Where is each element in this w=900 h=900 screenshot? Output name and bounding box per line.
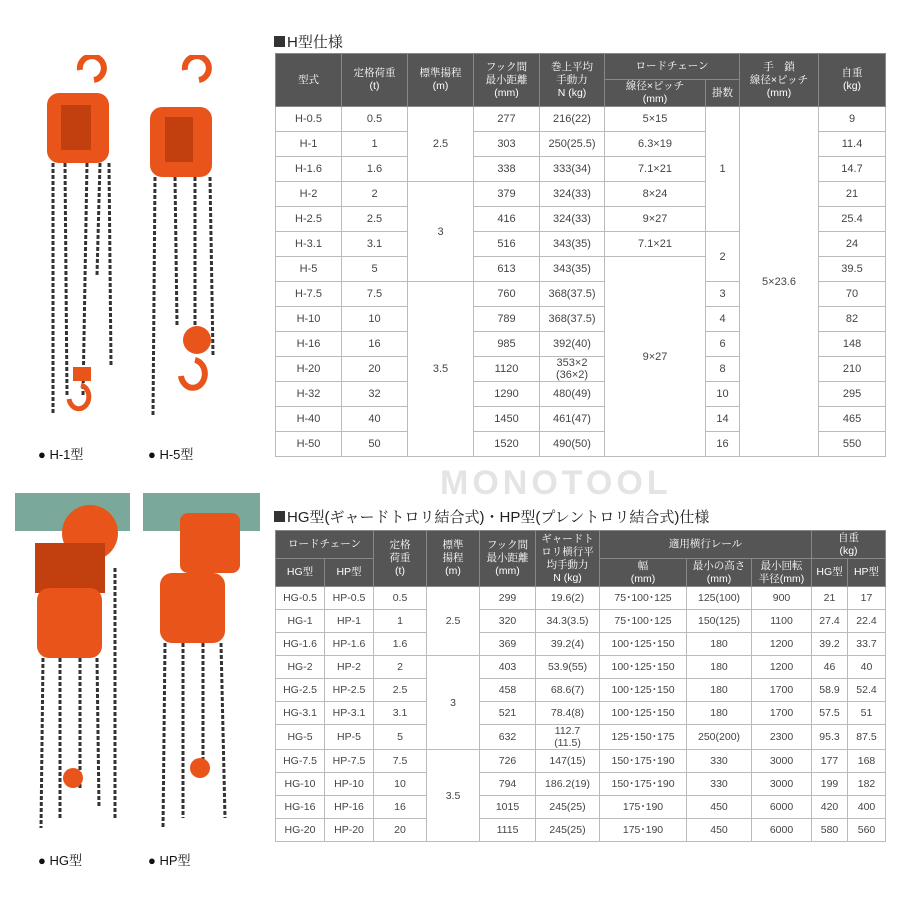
- table-cell: 303: [474, 132, 540, 157]
- table-cell: 560: [848, 819, 886, 842]
- table-cell: 182: [848, 773, 886, 796]
- table-cell: 632: [480, 725, 536, 750]
- h-spec-title-text: H型仕様: [287, 34, 343, 51]
- table-cell: 250(200): [687, 725, 752, 750]
- table-cell: 9×27: [605, 207, 706, 232]
- table-cell: 1: [374, 610, 427, 633]
- table-cell: 10: [374, 773, 427, 796]
- table-row: [276, 107, 886, 132]
- th-weight: 自重 (kg): [819, 54, 886, 107]
- table-cell: 22.4: [848, 610, 886, 633]
- table-cell: 57.5: [812, 702, 848, 725]
- table-cell: 25.4: [819, 207, 886, 232]
- table-cell: 2300: [752, 725, 812, 750]
- h-spec-table: [275, 53, 886, 457]
- table-cell: HP-20: [325, 819, 374, 842]
- table-cell: H-1.6: [276, 157, 342, 182]
- table-cell: 343(35): [540, 232, 605, 257]
- table-cell: 14: [706, 407, 740, 432]
- table-cell: 6.3×19: [605, 132, 706, 157]
- table-cell: HP-2.5: [325, 679, 374, 702]
- table-cell: HP-3.1: [325, 702, 374, 725]
- th-force: 巻上平均 手動力 N (kg): [540, 54, 605, 107]
- watermark: MONOTOOL: [440, 464, 672, 502]
- table-cell: 4: [706, 307, 740, 332]
- table-cell: 9: [819, 107, 886, 132]
- table-cell: 16: [342, 332, 408, 357]
- table-cell: 458: [480, 679, 536, 702]
- table-cell: HP-1.6: [325, 633, 374, 656]
- table-cell: 613: [474, 257, 540, 282]
- hg-hoist-icon: [15, 493, 130, 828]
- table-cell: 1: [706, 107, 740, 232]
- table-cell: 70: [819, 282, 886, 307]
- hg-hp-spec-title-text: HG型(ギャードトロリ結合式)・HP型(プレントロリ結合式)仕様: [287, 509, 710, 526]
- table-cell: 320: [480, 610, 536, 633]
- table-cell: 180: [687, 633, 752, 656]
- th-hg: HG型: [276, 559, 325, 587]
- table-cell: 368(37.5): [540, 282, 605, 307]
- table-cell: 39.5: [819, 257, 886, 282]
- table-cell: 333(34): [540, 157, 605, 182]
- table-cell: 5: [342, 257, 408, 282]
- table-cell: 1.6: [342, 157, 408, 182]
- table-cell: 52.4: [848, 679, 886, 702]
- table-cell: 51: [848, 702, 886, 725]
- table-cell: HG-0.5: [276, 587, 325, 610]
- th-weight-hg: HG型: [812, 559, 848, 587]
- table-cell: 245(25): [536, 796, 600, 819]
- th-width: 幅 (mm): [600, 559, 687, 587]
- table-cell: 368(37.5): [540, 307, 605, 332]
- table-cell: HG-2: [276, 656, 325, 679]
- table-cell: 7.1×21: [605, 232, 706, 257]
- table-cell: 78.4(8): [536, 702, 600, 725]
- table-cell: 87.5: [848, 725, 886, 750]
- table-cell: HG-2.5: [276, 679, 325, 702]
- table-cell: HG-10: [276, 773, 325, 796]
- hg-hp-spec-title: [274, 506, 709, 527]
- table-cell: 5×23.6: [740, 107, 819, 457]
- table-row: [276, 819, 886, 842]
- table-cell: 245(25): [536, 819, 600, 842]
- th-force: ギャードト ロリ横行平 均手動力 N (kg): [536, 531, 600, 587]
- table-cell: H-16: [276, 332, 342, 357]
- table-cell: 19.6(2): [536, 587, 600, 610]
- table-cell: 24: [819, 232, 886, 257]
- table-cell: 150･175･190: [600, 773, 687, 796]
- table-cell: 175･190: [600, 819, 687, 842]
- table-cell: 175･190: [600, 796, 687, 819]
- table-cell: H-0.5: [276, 107, 342, 132]
- table-cell: HG-5: [276, 725, 325, 750]
- table-row: [276, 773, 886, 796]
- table-cell: 7.5: [374, 750, 427, 773]
- table-cell: 299: [480, 587, 536, 610]
- table-row: [276, 587, 886, 610]
- table-row: [276, 750, 886, 773]
- table-cell: 1520: [474, 432, 540, 457]
- table-cell: 0.5: [374, 587, 427, 610]
- table-cell: 125(100): [687, 587, 752, 610]
- h5-hoist-icon: [150, 56, 213, 415]
- th-radius: 最小回転 半径(mm): [752, 559, 812, 587]
- table-cell: 0.5: [342, 107, 408, 132]
- th-height: 最小の高さ (mm): [687, 559, 752, 587]
- table-cell: 40: [848, 656, 886, 679]
- table-cell: 480(49): [540, 382, 605, 407]
- label-h5: ● H-5型: [148, 447, 194, 462]
- table-cell: 53.9(55): [536, 656, 600, 679]
- table-cell: 8×24: [605, 182, 706, 207]
- th-hook: フック間 最小距離 (mm): [474, 54, 540, 107]
- table-cell: 2.5: [374, 679, 427, 702]
- th-load-chain: ロードチェーン: [605, 54, 740, 80]
- table-cell: 75･100･125: [600, 610, 687, 633]
- table-cell: HG-7.5: [276, 750, 325, 773]
- table-cell: HG-20: [276, 819, 325, 842]
- table-cell: 9×27: [605, 257, 706, 457]
- table-cell: 7.1×21: [605, 157, 706, 182]
- table-cell: 369: [480, 633, 536, 656]
- table-cell: 20: [342, 357, 408, 382]
- table-cell: 550: [819, 432, 886, 457]
- table-cell: 1700: [752, 679, 812, 702]
- table-cell: 40: [342, 407, 408, 432]
- table-cell: HP-1: [325, 610, 374, 633]
- table-cell: 726: [480, 750, 536, 773]
- table-cell: H-7.5: [276, 282, 342, 307]
- table-cell: 400: [848, 796, 886, 819]
- table-row: [276, 656, 886, 679]
- table-cell: 34.3(3.5): [536, 610, 600, 633]
- table-cell: 68.6(7): [536, 679, 600, 702]
- table-cell: 3.5: [427, 750, 480, 842]
- table-cell: 7.5: [342, 282, 408, 307]
- table-cell: 420: [812, 796, 848, 819]
- table-cell: 1200: [752, 633, 812, 656]
- table-cell: 100･125･150: [600, 656, 687, 679]
- table-cell: 3: [706, 282, 740, 307]
- table-cell: H-50: [276, 432, 342, 457]
- th-weight-hp: HP型: [848, 559, 886, 587]
- table-cell: 2: [374, 656, 427, 679]
- table-cell: 27.4: [812, 610, 848, 633]
- table-cell: 100･125･150: [600, 633, 687, 656]
- table-cell: 58.9: [812, 679, 848, 702]
- square-bullet-icon: [274, 511, 285, 522]
- table-cell: 3000: [752, 750, 812, 773]
- th-hand-chain: 手 鎖 線径×ピッチ (mm): [740, 54, 819, 107]
- table-cell: 1: [342, 132, 408, 157]
- label-hg: ● HG型: [38, 853, 82, 868]
- table-row: [276, 610, 886, 633]
- table-cell: 3.5: [408, 282, 474, 457]
- table-cell: 392(40): [540, 332, 605, 357]
- table-cell: 32: [342, 382, 408, 407]
- table-cell: 1290: [474, 382, 540, 407]
- table-cell: 490(50): [540, 432, 605, 457]
- table-cell: 16: [374, 796, 427, 819]
- table-cell: HG-3.1: [276, 702, 325, 725]
- table-cell: 343(35): [540, 257, 605, 282]
- table-cell: 3.1: [374, 702, 427, 725]
- table-cell: H-5: [276, 257, 342, 282]
- table-cell: 330: [687, 750, 752, 773]
- table-cell: 3.1: [342, 232, 408, 257]
- table-cell: 580: [812, 819, 848, 842]
- table-cell: 1115: [480, 819, 536, 842]
- table-cell: H-10: [276, 307, 342, 332]
- table-cell: 324(33): [540, 182, 605, 207]
- table-cell: 100･125･150: [600, 702, 687, 725]
- table-cell: 3000: [752, 773, 812, 796]
- table-cell: 17: [848, 587, 886, 610]
- table-row: [276, 796, 886, 819]
- table-cell: 1015: [480, 796, 536, 819]
- table-cell: HG-16: [276, 796, 325, 819]
- table-cell: 900: [752, 587, 812, 610]
- table-cell: 21: [819, 182, 886, 207]
- label-hp: ● HP型: [148, 853, 191, 868]
- h-spec-title: [274, 31, 343, 52]
- table-cell: 180: [687, 679, 752, 702]
- table-cell: 5: [374, 725, 427, 750]
- table-cell: 21: [812, 587, 848, 610]
- table-cell: 216(22): [540, 107, 605, 132]
- table-cell: 379: [474, 182, 540, 207]
- table-cell: 250(25.5): [540, 132, 605, 157]
- table-cell: 50: [342, 432, 408, 457]
- table-cell: H-2: [276, 182, 342, 207]
- th-lift: 標準 揚程 (m): [427, 531, 480, 587]
- table-cell: 760: [474, 282, 540, 307]
- table-cell: 985: [474, 332, 540, 357]
- table-cell: HP-10: [325, 773, 374, 796]
- th-load: 定格荷重 (t): [342, 54, 408, 107]
- table-cell: 6000: [752, 796, 812, 819]
- table-cell: HP-16: [325, 796, 374, 819]
- table-cell: 177: [812, 750, 848, 773]
- table-cell: 95.3: [812, 725, 848, 750]
- table-cell: 5×15: [605, 107, 706, 132]
- table-cell: H-40: [276, 407, 342, 432]
- table-cell: HP-5: [325, 725, 374, 750]
- th-model: 型式: [276, 54, 342, 107]
- table-cell: 2.5: [408, 107, 474, 182]
- table-cell: 148: [819, 332, 886, 357]
- table-cell: 330: [687, 773, 752, 796]
- th-chain-dia: 線径×ピッチ (mm): [605, 80, 706, 107]
- table-cell: 6000: [752, 819, 812, 842]
- table-cell: 1700: [752, 702, 812, 725]
- table-cell: 2: [706, 232, 740, 282]
- table-cell: 20: [374, 819, 427, 842]
- table-cell: 295: [819, 382, 886, 407]
- table-cell: 210: [819, 357, 886, 382]
- table-cell: 461(47): [540, 407, 605, 432]
- square-bullet-icon: [274, 36, 285, 47]
- table-cell: HP-0.5: [325, 587, 374, 610]
- table-cell: 112.7 (11.5): [536, 725, 600, 750]
- table-cell: 277: [474, 107, 540, 132]
- th-falls: 掛数: [706, 80, 740, 107]
- table-cell: 353×2 (36×2): [540, 357, 605, 382]
- table-cell: 450: [687, 819, 752, 842]
- table-cell: 14.7: [819, 157, 886, 182]
- th-hp: HP型: [325, 559, 374, 587]
- table-cell: H-2.5: [276, 207, 342, 232]
- table-cell: 3: [427, 656, 480, 750]
- table-cell: HG-1: [276, 610, 325, 633]
- table-cell: 39.2: [812, 633, 848, 656]
- table-cell: 82: [819, 307, 886, 332]
- table-cell: 794: [480, 773, 536, 796]
- table-cell: 403: [480, 656, 536, 679]
- table-cell: 2: [342, 182, 408, 207]
- table-cell: 180: [687, 702, 752, 725]
- table-cell: 100･125･150: [600, 679, 687, 702]
- th-rail: 適用横行レール: [600, 531, 812, 559]
- table-cell: H-32: [276, 382, 342, 407]
- table-cell: 2.5: [427, 587, 480, 656]
- table-row: [276, 679, 886, 702]
- table-cell: 6: [706, 332, 740, 357]
- table-cell: 324(33): [540, 207, 605, 232]
- table-cell: 789: [474, 307, 540, 332]
- table-cell: 10: [342, 307, 408, 332]
- table-cell: 33.7: [848, 633, 886, 656]
- table-cell: 46: [812, 656, 848, 679]
- table-cell: 8: [706, 357, 740, 382]
- table-row: [276, 633, 886, 656]
- table-cell: 1120: [474, 357, 540, 382]
- table-cell: 10: [706, 382, 740, 407]
- table-cell: H-20: [276, 357, 342, 382]
- table-cell: 150･175･190: [600, 750, 687, 773]
- table-cell: 516: [474, 232, 540, 257]
- table-cell: 147(15): [536, 750, 600, 773]
- table-cell: 1450: [474, 407, 540, 432]
- table-cell: 521: [480, 702, 536, 725]
- table-cell: 1100: [752, 610, 812, 633]
- table-cell: 465: [819, 407, 886, 432]
- table-cell: 125･150･175: [600, 725, 687, 750]
- hg-hp-spec-table-body: [276, 587, 886, 842]
- table-cell: H-3.1: [276, 232, 342, 257]
- h-spec-table-body: [276, 107, 886, 457]
- hp-hoist-icon: [143, 493, 260, 828]
- th-load: 定格 荷重 (t): [374, 531, 427, 587]
- h1-h5-hoist-image: [25, 55, 255, 435]
- table-cell: HP-7.5: [325, 750, 374, 773]
- table-cell: 39.2(4): [536, 633, 600, 656]
- h1-hoist-icon: [47, 56, 111, 415]
- table-cell: 199: [812, 773, 848, 796]
- table-cell: HG-1.6: [276, 633, 325, 656]
- table-row: [276, 725, 886, 750]
- table-cell: 1.6: [374, 633, 427, 656]
- th-weight: 自重 (kg): [812, 531, 886, 559]
- table-cell: 180: [687, 656, 752, 679]
- table-cell: 416: [474, 207, 540, 232]
- table-cell: 338: [474, 157, 540, 182]
- th-lift: 標準揚程 (m): [408, 54, 474, 107]
- table-cell: 168: [848, 750, 886, 773]
- table-cell: 3: [408, 182, 474, 282]
- th-load-chain: ロードチェーン: [276, 531, 374, 559]
- table-cell: HP-2: [325, 656, 374, 679]
- th-hook: フック間 最小距離 (mm): [480, 531, 536, 587]
- table-cell: 150(125): [687, 610, 752, 633]
- table-cell: 450: [687, 796, 752, 819]
- table-cell: H-1: [276, 132, 342, 157]
- table-cell: 2.5: [342, 207, 408, 232]
- table-cell: 75･100･125: [600, 587, 687, 610]
- table-row: [276, 702, 886, 725]
- label-h1: ● H-1型: [38, 447, 84, 462]
- hg-hp-hoist-image: [15, 488, 260, 838]
- table-cell: 16: [706, 432, 740, 457]
- table-cell: 11.4: [819, 132, 886, 157]
- hg-hp-spec-table: [275, 530, 886, 842]
- table-cell: 1200: [752, 656, 812, 679]
- table-cell: 186.2(19): [536, 773, 600, 796]
